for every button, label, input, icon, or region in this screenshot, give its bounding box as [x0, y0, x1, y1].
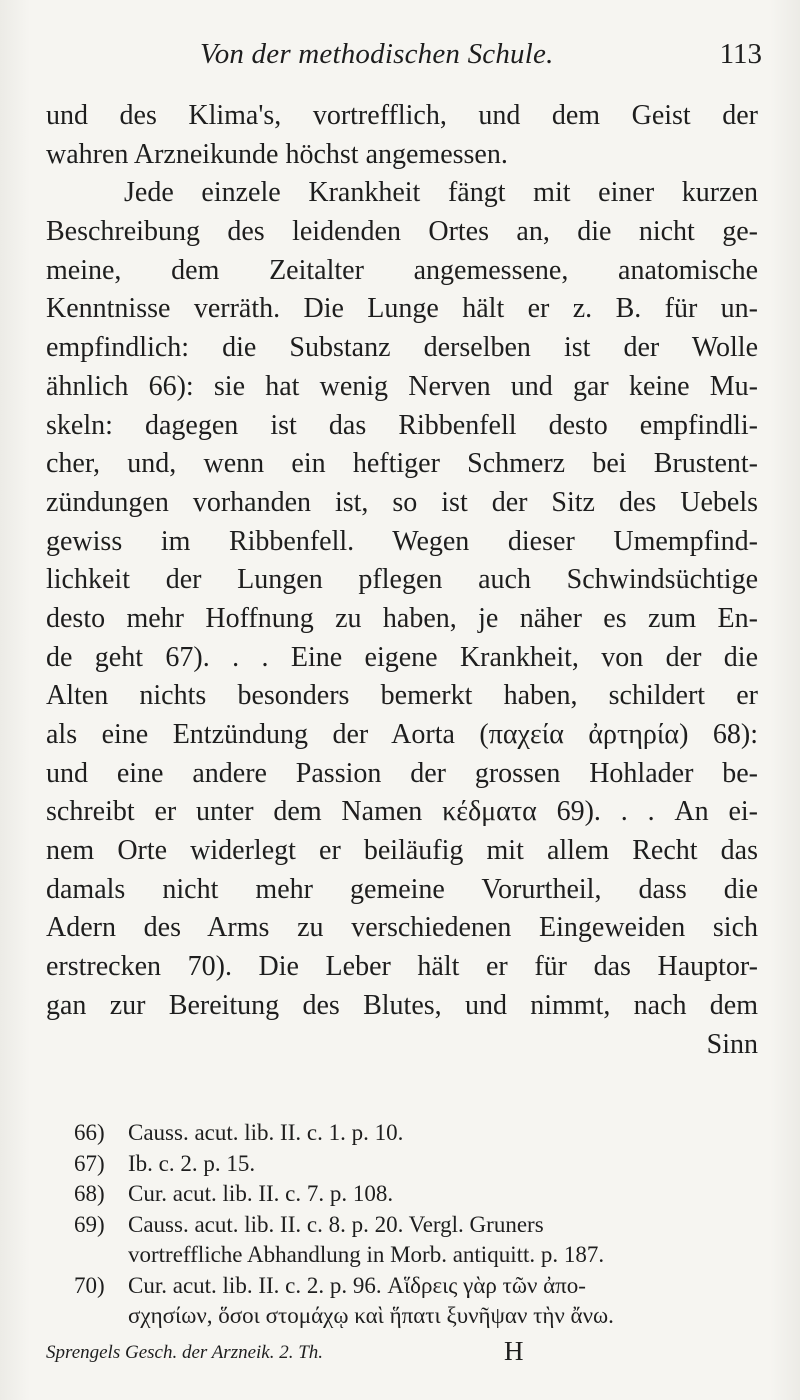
text-line: erstrecken 70). Die Leber hält er für das Hauptor-: [46, 951, 758, 983]
footnote: [50, 1210, 762, 1241]
text-line: empfindlich: die Substanz derselben ist der Wolle: [46, 332, 758, 364]
text-line: und eine andere Passion der grossen Hohlader be-: [46, 757, 758, 789]
footnote-continuation: σχησίων, ὅσοι στομάχῳ καὶ ἥπατι ξυνῆψαν τὴν ἄνω.: [128, 1303, 614, 1328]
footnote: [50, 1271, 762, 1302]
page-header: [190, 38, 770, 78]
footnote: [50, 1179, 762, 1210]
text-line: skeln: dagegen ist das Ribbenfell desto empfindli-: [46, 409, 758, 441]
text-line: wahren Arzneikunde höchst angemessen.: [46, 138, 508, 170]
text-line: Alten nichts besonders bemerkt haben, schildert er: [46, 680, 758, 712]
footnote-text: Causs. acut. lib. II. c. 8. p. 20. Vergl. Gruners: [128, 1211, 544, 1237]
text-line: desto mehr Hoffnung zu haben, je näher es zum En-: [46, 602, 758, 634]
text-line: damals nicht mehr gemeine Vorurtheil, dass die: [46, 873, 758, 905]
page-number: 113: [719, 38, 762, 70]
text-line: Jede einzele Krankheit fängt mit einer kurzen: [124, 177, 758, 209]
text-line: gewiss im Ribbenfell. Wegen dieser Umempfind-: [46, 525, 758, 557]
footnote: [50, 1118, 762, 1149]
signature-note: Sprengels Gesch. der Arzneik. 2. Th.: [46, 1342, 324, 1363]
text-line: Kenntnisse verräth. Die Lunge hält er z. B. für un-: [46, 293, 758, 325]
text-line: gan zur Bereitung des Blutes, und nimmt, nach dem: [46, 989, 758, 1021]
footnote-number: 68): [74, 1181, 105, 1206]
footnote-text: Cur. acut. lib. II. c. 2. p. 96. Αἵδρεις γὰρ τῶν ἀπο-: [128, 1272, 586, 1298]
footnote-text: Ib. c. 2. p. 15.: [128, 1150, 256, 1176]
page-footer: [46, 1336, 758, 1370]
text-line: Beschreibung des leidenden Ortes an, die nicht ge-: [46, 216, 758, 248]
footnote-text: Cur. acut. lib. II. c. 7. p. 108.: [128, 1181, 394, 1206]
text-line: de geht 67). . . Eine eigene Krankheit, von der die: [46, 641, 758, 673]
footnote-number: 69): [74, 1211, 105, 1237]
catchword: Sinn: [706, 1028, 758, 1060]
text-line: nem Orte widerlegt er beiläufig mit allem Recht das: [46, 835, 758, 867]
footnotes: [50, 1118, 762, 1332]
footnote-continuation: vortreffliche Abhandlung in Morb. antiquitt. p. 187.: [128, 1242, 605, 1267]
footnote: [50, 1149, 762, 1180]
text-line: ähnlich 66): sie hat wenig Nerven und gar keine Mu-: [46, 370, 758, 402]
text-line: Adern des Arms zu verschiedenen Eingeweiden sich: [46, 912, 758, 944]
footnote-number: 67): [74, 1150, 105, 1176]
footnote-text: Causs. acut. lib. II. c. 1. p. 10.: [128, 1120, 404, 1145]
signature-mark: H: [504, 1336, 524, 1366]
text-line: meine, dem Zeitalter angemessene, anatomische: [46, 254, 758, 286]
running-title: Von der methodischen Schule.: [200, 38, 554, 70]
footnote-number: 66): [74, 1120, 105, 1145]
footnote-number: 70): [74, 1272, 105, 1298]
text-line: lichkeit der Lungen pflegen auch Schwindsüchtige: [46, 564, 758, 596]
text-line: und des Klima's, vortrefflich, und dem Geist der: [46, 100, 758, 131]
text-line: schreibt er unter dem Namen κέδματα 69). . . An ei-: [46, 796, 758, 828]
text-line: cher, und, wenn ein heftiger Schmerz bei Brustent-: [46, 448, 758, 480]
text-line: als eine Entzündung der Aorta (παχεία ἀρτηρία) 68):: [46, 719, 758, 750]
text-line: zündungen vorhanden ist, so ist der Sitz des Uebels: [46, 486, 758, 518]
main-text: [46, 97, 758, 1064]
